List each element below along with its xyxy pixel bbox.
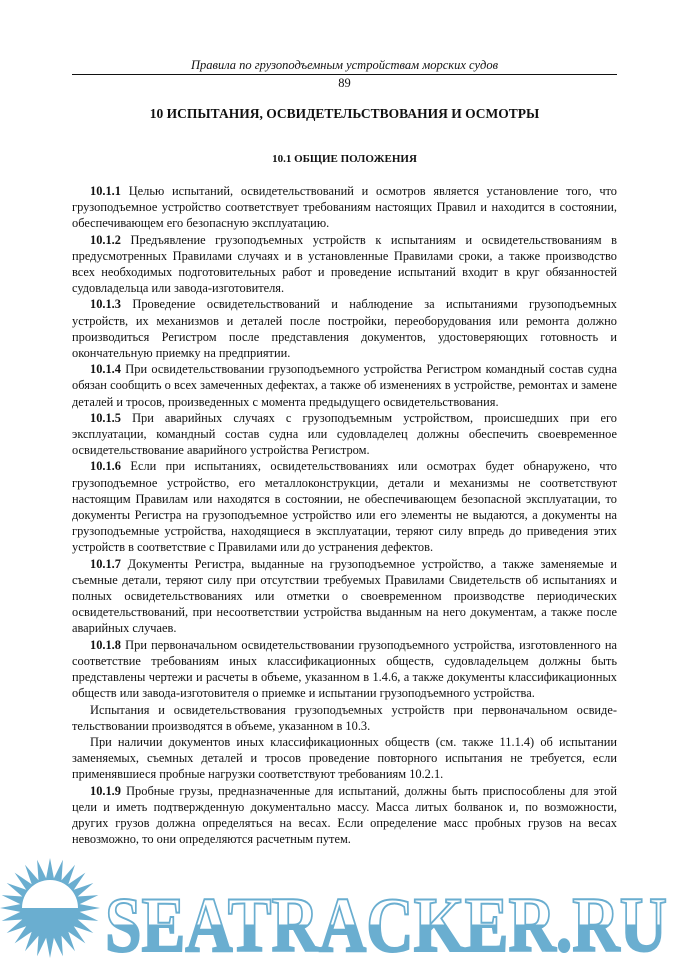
document-body <box>72 183 617 847</box>
paragraph-text: Документы Регистра, выданные на грузоподъемное устройство, а также заменяемые и съемные детали, теряют силу при отсутствии требуемых Правилами Свидетельств об испытаниях и полных освидетельствованиях или отметки о своевременном производстве периодических освидетельствований, при несоответствии устройства выданным на него документам, а также после аварийных случаев. <box>72 556 617 636</box>
paragraph-number: 10.1.5 <box>90 410 121 425</box>
paragraph <box>72 410 617 459</box>
paragraph-number: 10.1.6 <box>90 459 121 474</box>
chapter-title: 10 ИСПЫТАНИЯ, ОСВИДЕТЕЛЬСТВОВАНИЯ И ОСМОТРЫ <box>149 106 540 121</box>
paragraph-text: При освидетельствовании грузоподъемного устройства Регистром командный состав судна обязан сообщить о всех замеченных дефектах, а также об изменениях в устройстве, ремонтах и замене деталей и тросов, произведенных с момента предыдущего освидетельствования. <box>72 362 617 409</box>
page-number: 89 <box>338 76 351 90</box>
running-header: Правила по грузоподъемным устройствам морских судов <box>191 58 498 72</box>
paragraph <box>72 183 617 232</box>
section-title: 10.1 ОБЩИЕ ПОЛОЖЕНИЯ <box>272 153 417 165</box>
sun-icon <box>0 858 100 958</box>
paragraph-text: При первоначальном освидетельствовании грузоподъемного устройства, изготовленного на соответствие требованиям иных классификационных обществ, судовладельцем должны быть представлены чертежи и расчеты в объеме, указанном в 1.4.6, а также документы классификационных обществ или завода-изготовителя о приемке и испытании грузоподъемного устройства. <box>72 637 617 701</box>
paragraph-text: Проведение освидетельствований и наблюдение за испытаниями грузоподъемных устройств, их механизмов и деталей после постройки, переоборудования или ремонта должно производиться Регистром после представления документов, удостоверяющих готовность и окончательную приемку на предприятии. <box>72 297 617 361</box>
seatracker-logo <box>0 858 678 958</box>
paragraph-number: 10.1.8 <box>90 637 121 652</box>
paragraph <box>72 734 617 783</box>
paragraph-number: 10.1.3 <box>90 297 121 312</box>
header-rule <box>72 74 617 75</box>
paragraph-number: 10.1.9 <box>90 783 121 798</box>
paragraph-text: Если при испытаниях, освидетельствованиях или осмотрах будет обнаружено, что грузоподъемное устройство, его металлоконструкции, детали и механизмы не соответствуют настоящим Правилам или находятся в состоянии, не обеспечивающем безопасной эксплуатации, то документы Регистра на грузоподъемное устройство или его элементы не выдаются, а документы на грузоподъемные устройства, находящиеся в эксплуатации, теряют силу впредь до приведения этих устройств в соответствие с Правилами или до устранения дефектов. <box>72 459 617 555</box>
paragraph-number: 10.1.1 <box>90 184 121 198</box>
paragraph <box>72 361 617 410</box>
paragraph <box>72 637 617 702</box>
paragraph-number: 10.1.7 <box>90 556 121 571</box>
paragraph <box>72 783 617 848</box>
paragraph <box>72 556 617 637</box>
paragraph <box>72 232 617 297</box>
paragraph-text: При наличии документов иных классификационных обществ (см. также 11.1.4) об испытании заменяемых, съемных деталей и тросов проведение повторного испытания не требуется, если применявшиеся пробные нагрузки соответствуют требованиям 10.2.1. <box>72 734 617 782</box>
paragraph-text: Испытания и освидетельствования грузоподъемных устройств при первоначальном освидетельствовании производятся в объеме, указанном в 10.3. <box>72 702 617 733</box>
paragraph-number: 10.1.2 <box>90 232 121 247</box>
paragraph <box>72 296 617 361</box>
paragraph-text: Пробные грузы, предназначенные для испытаний, должны быть приспособлены для этой цели и иметь подтвержденную документально массу. Масса литых болванок и, по возможности, других грузов должна определяться на весах. Если определение масс пробных грузов на весах невозможно, то они определяются расчетным путем. <box>72 783 617 847</box>
paragraph-text: Целью испытаний, освидетельствований и осмотров является установление того, что грузоподъемное устройство соответствует требованиям настоящих Правил и находится в состоянии, обеспечивающем его безопасную эксплуатацию. <box>72 184 617 231</box>
paragraph-text: При аварийных случаях с грузоподъемным устройством, происшедших при его эксплуатации, командный состав судна или судовладелец должны обеспечить своевременное освидетельствование аварийного устройства Регистром. <box>72 410 617 458</box>
watermark-text: SEATRACKER.RU <box>105 881 667 958</box>
paragraph-number: 10.1.4 <box>90 362 121 377</box>
paragraph-text: Предъявление грузоподъемных устройств к испытаниям и освидетельствованиям в предусмотренных Правилами случаях и в установленные Правилами сроки, а также производство всех необходимых подготовительных работ и проведение испытаний входит в круг обязанностей судовладельца или завода-изготовителя. <box>72 232 617 296</box>
paragraph <box>72 702 617 734</box>
paragraph <box>72 458 617 555</box>
